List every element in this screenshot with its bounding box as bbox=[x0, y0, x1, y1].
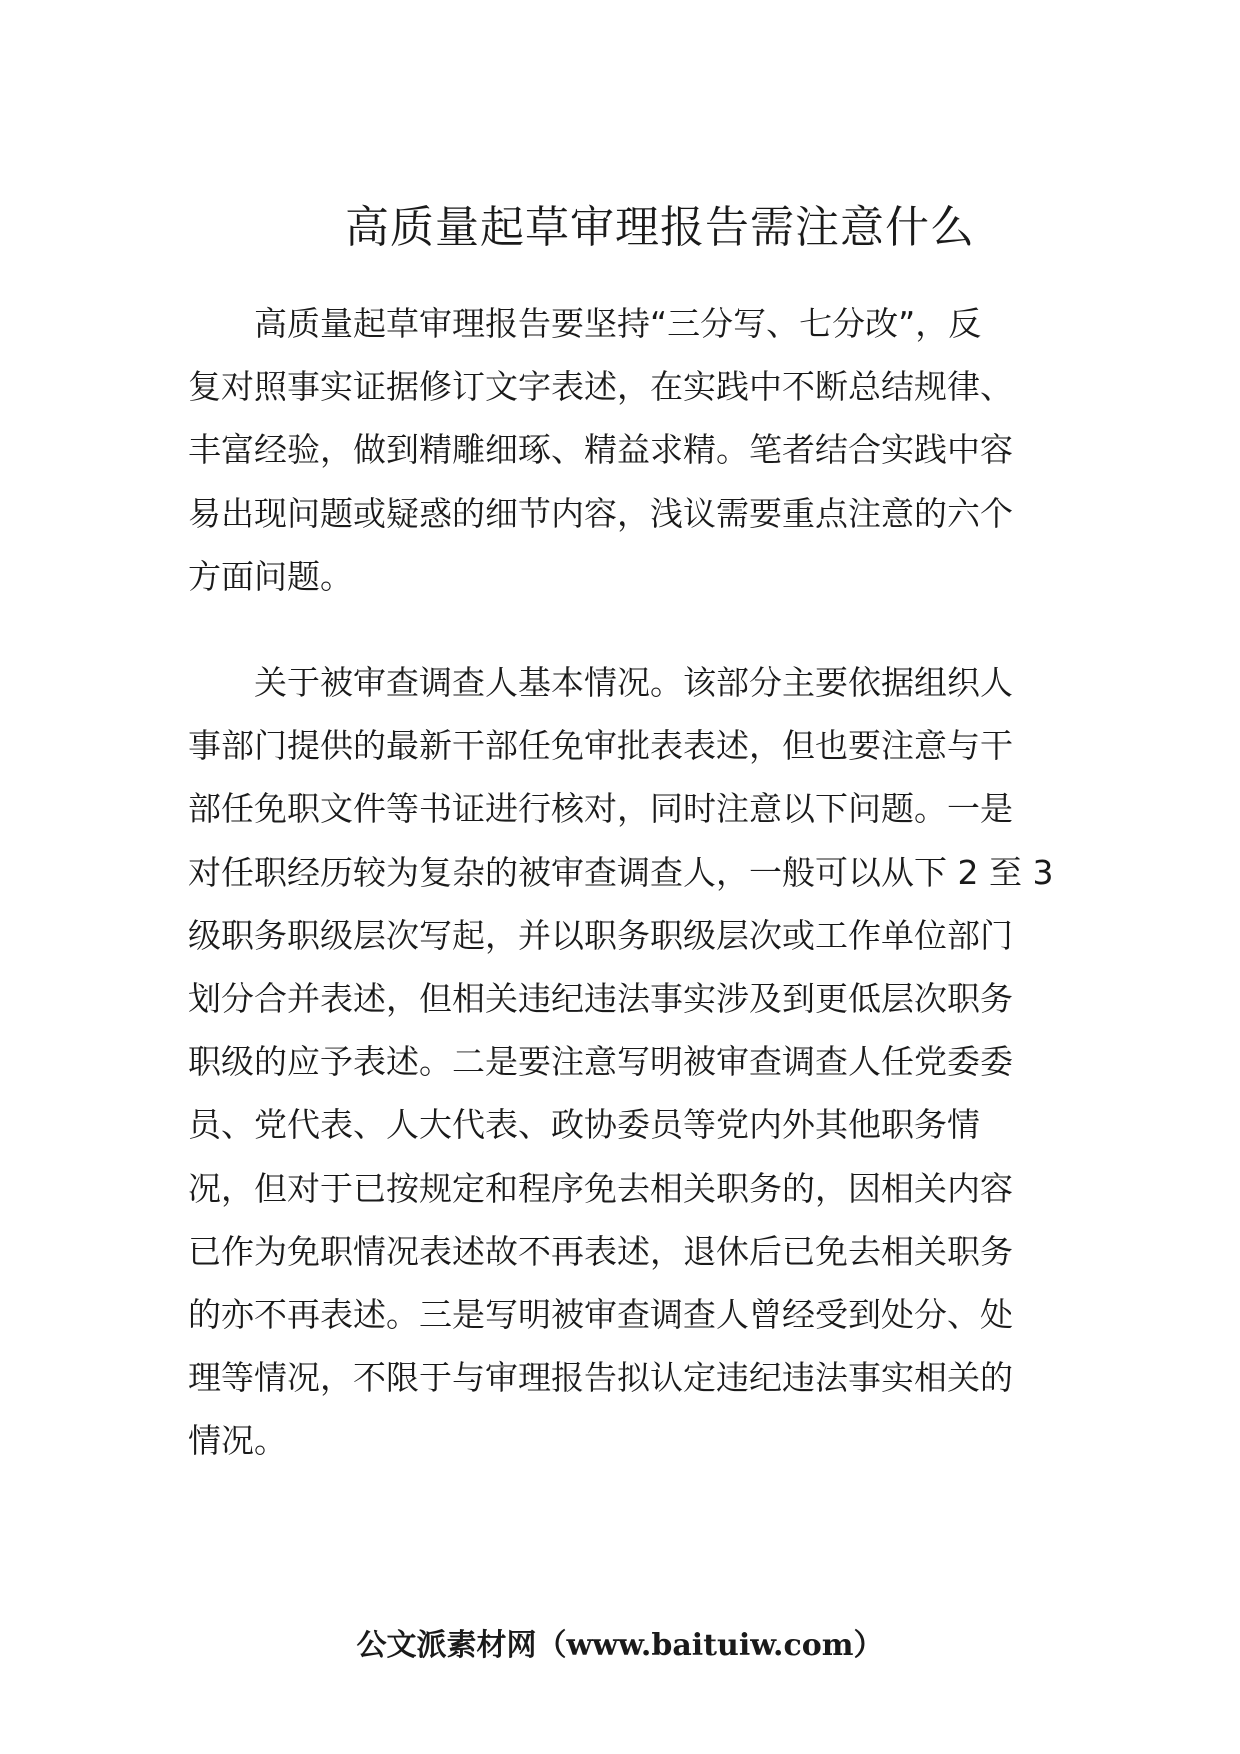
paragraph-line: 关于被审查调查人基本情况。该部分主要依据组织人 bbox=[254, 663, 1013, 703]
paragraph-line: 理等情况，不限于与审理报告拟认定违纪违法事实相关的 bbox=[188, 1358, 1013, 1398]
paragraph-basic-info bbox=[188, 651, 1054, 1473]
paragraph-intro bbox=[188, 292, 1024, 608]
paragraph-line: 级职务职级层次写起，并以职务职级层次或工作单位部门 bbox=[188, 915, 1013, 955]
paragraph-line: 情况。 bbox=[188, 1421, 287, 1461]
paragraph-line: 划分合并表述，但相关违纪违法事实涉及到更低层次职务 bbox=[188, 979, 1013, 1019]
paragraph-line: 部任免职文件等书证进行核对，同时注意以下问题。一是 bbox=[188, 789, 1013, 829]
paragraph-line: 高质量起草审理报告要坚持“三分写、七分改”，反 bbox=[254, 304, 982, 343]
paragraph-line: 丰富经验，做到精雕细琢、精益求精。笔者结合实践中容 bbox=[188, 430, 1013, 470]
paragraph-line: 复对照事实证据修订文字表述，在实践中不断总结规律、 bbox=[188, 367, 1013, 407]
paragraph-line: 员、党代表、人大代表、政协委员等党内外其他职务情 bbox=[188, 1105, 980, 1145]
paragraph-line: 的亦不再表述。三是写明被审查调查人曾经受到处分、处 bbox=[188, 1295, 1013, 1335]
paragraph-line: 事部门提供的最新干部任免审批表表述，但也要注意与干 bbox=[188, 726, 1013, 766]
document-title: 高质量起草审理报告需注意什么 bbox=[345, 202, 975, 253]
paragraph-line: 已作为免职情况表述故不再表述，退休后已免去相关职务 bbox=[188, 1231, 1013, 1271]
document-body bbox=[188, 292, 1054, 1473]
paragraph-line: 职级的应予表述。二是要注意写明被审查调查人任党委委 bbox=[188, 1042, 1013, 1082]
paragraph-line: 方面问题。 bbox=[188, 556, 353, 596]
paragraph-line: 对任职经历较为复杂的被审查调查人，一般可以从下 2 至 3 bbox=[188, 852, 1054, 892]
paragraph-line: 况，但对于已按规定和程序免去相关职务的，因相关内容 bbox=[188, 1168, 1013, 1208]
footer-source: 公文派素材网（www.baituiw.com） bbox=[356, 1628, 884, 1663]
paragraph-line: 易出现问题或疑惑的细节内容，浅议需要重点注意的六个 bbox=[188, 493, 1013, 533]
